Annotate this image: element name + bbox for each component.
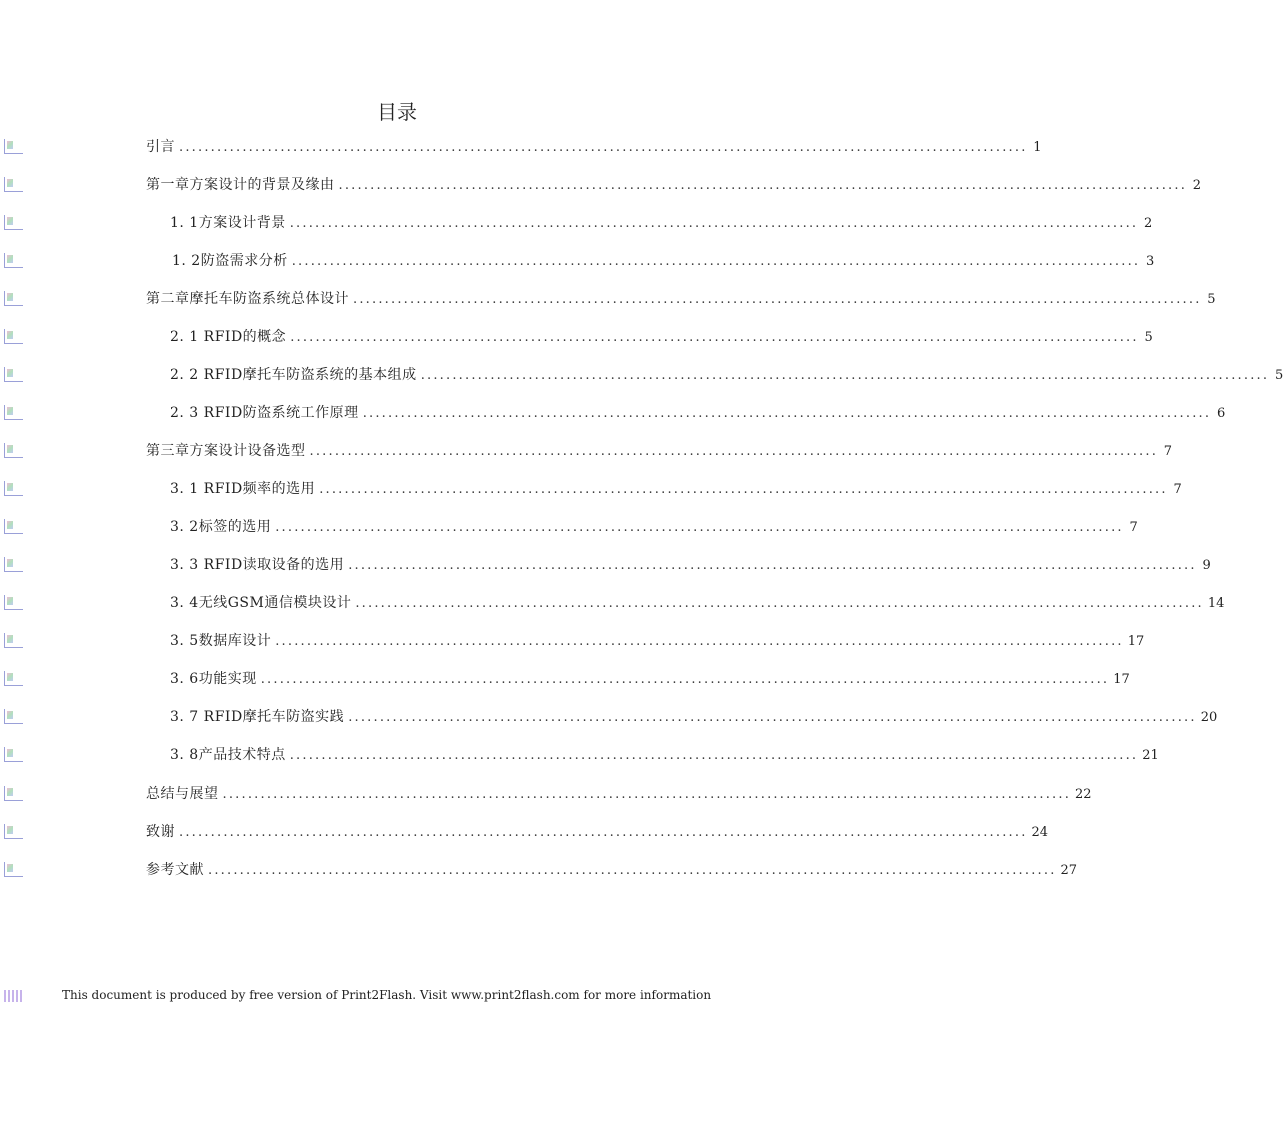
toc-page-number: 3 bbox=[1145, 254, 1155, 269]
toc-row[interactable] bbox=[0, 439, 1173, 463]
toc-leader: ...................................................................................................................................... bbox=[275, 520, 1124, 535]
toc-leader: ...................................................................................................................................... bbox=[275, 634, 1124, 649]
bookmark-icon bbox=[4, 786, 23, 801]
toc-entry-label: 致谢 bbox=[146, 824, 175, 840]
toc-leader: ...................................................................................................................................... bbox=[179, 140, 1028, 155]
toc-leader: ...................................................................................................................................... bbox=[348, 558, 1197, 573]
toc-page-number: 9 bbox=[1202, 558, 1211, 573]
bookmark-icon bbox=[4, 215, 23, 230]
watermark-footer: This document is produced by free version of Print2Flash. Visit www.print2flash.com for more information bbox=[62, 988, 712, 1002]
bookmark-icon bbox=[4, 367, 23, 382]
bookmark-icon bbox=[4, 709, 23, 724]
toc-page-number: 7 bbox=[1129, 520, 1138, 535]
toc-entry-label: 3. 4无线GSM通信模块设计 bbox=[170, 595, 352, 611]
toc-leader: ...................................................................................................................................... bbox=[289, 216, 1139, 231]
toc-row[interactable] bbox=[0, 287, 1216, 311]
toc-row[interactable] bbox=[0, 325, 1153, 349]
toc-page-number: 21 bbox=[1142, 748, 1159, 763]
bookmark-icon bbox=[4, 329, 23, 344]
toc-entry-label: 3. 1 RFID频率的选用 bbox=[170, 481, 316, 497]
toc-entry-label: 3. 2标签的选用 bbox=[170, 519, 272, 535]
toc-page-number: 24 bbox=[1031, 825, 1049, 840]
toc-page-number: 7 bbox=[1173, 482, 1182, 497]
toc-title: 目录 bbox=[377, 100, 417, 124]
toc-row[interactable] bbox=[0, 858, 1078, 882]
toc-leader: ...................................................................................................................................... bbox=[290, 330, 1139, 345]
toc-entry-label: 1. 2防盗需求分析 bbox=[172, 253, 288, 269]
toc-row[interactable] bbox=[0, 553, 1211, 577]
toc-page-number: 22 bbox=[1075, 787, 1092, 802]
toc-leader: ...................................................................................................................................... bbox=[208, 863, 1057, 878]
toc-leader: ...................................................................................................................................... bbox=[319, 482, 1168, 497]
toc-row[interactable] bbox=[0, 249, 1155, 273]
bookmark-icon bbox=[4, 557, 23, 572]
bookmark-icon bbox=[4, 747, 23, 762]
toc-row[interactable] bbox=[0, 135, 1042, 159]
toc-row[interactable] bbox=[0, 667, 1130, 691]
watermark-logo-icon bbox=[4, 990, 22, 1002]
bookmark-icon bbox=[4, 177, 23, 192]
toc-leader: ...................................................................................................................................... bbox=[348, 710, 1197, 725]
toc-page-number: 27 bbox=[1060, 863, 1078, 878]
toc-page-number: 2 bbox=[1192, 178, 1202, 193]
toc-entry-label: 第一章方案设计的背景及缘由 bbox=[146, 177, 335, 193]
toc-entry-label: 第三章方案设计设备选型 bbox=[146, 443, 306, 459]
bookmark-icon bbox=[4, 291, 23, 306]
toc-entry-label: 引言 bbox=[146, 139, 175, 155]
toc-entry-label: 3. 3 RFID读取设备的选用 bbox=[170, 557, 345, 573]
toc-row[interactable] bbox=[0, 820, 1049, 844]
toc-leader: ...................................................................................................................................... bbox=[353, 292, 1202, 307]
toc-leader: ...................................................................................................................................... bbox=[289, 748, 1139, 763]
toc-leader: ...................................................................................................................................... bbox=[355, 596, 1204, 611]
toc-entry-label: 3. 6功能实现 bbox=[170, 671, 257, 687]
toc-leader: ...................................................................................................................................... bbox=[291, 254, 1141, 269]
bookmark-icon bbox=[4, 481, 23, 496]
toc-page-number: 20 bbox=[1200, 710, 1218, 725]
toc-entry-label: 3. 8产品技术特点 bbox=[170, 747, 286, 763]
toc-page-number: 1 bbox=[1033, 140, 1042, 155]
toc-leader: ...................................................................................................................................... bbox=[338, 178, 1188, 193]
toc-leader: ...................................................................................................................................... bbox=[260, 672, 1110, 687]
toc-row[interactable] bbox=[0, 629, 1145, 653]
toc-row[interactable] bbox=[0, 173, 1202, 197]
bookmark-icon bbox=[4, 633, 23, 648]
toc-entry-label: 2. 3 RFID防盗系统工作原理 bbox=[170, 405, 359, 421]
toc-page-number: 6 bbox=[1216, 406, 1226, 421]
toc-page-number: 14 bbox=[1207, 596, 1225, 611]
toc-page-number: 17 bbox=[1113, 672, 1130, 687]
toc-page-number: 7 bbox=[1163, 444, 1173, 459]
bookmark-icon bbox=[4, 595, 23, 610]
bookmark-icon bbox=[4, 405, 23, 420]
toc-entry-label: 2. 2 RFID摩托车防盗系统的基本组成 bbox=[170, 367, 417, 383]
bookmark-icon bbox=[4, 862, 23, 877]
toc-entry-label: 2. 1 RFID的概念 bbox=[170, 329, 287, 345]
toc-entry-label: 1. 1方案设计背景 bbox=[170, 215, 286, 231]
toc-row[interactable] bbox=[0, 705, 1218, 729]
toc-leader: ...................................................................................................................................... bbox=[179, 825, 1028, 840]
toc-page-number: 5 bbox=[1144, 330, 1153, 345]
toc-entry-label: 总结与展望 bbox=[146, 786, 219, 802]
toc-page-number: 17 bbox=[1127, 634, 1145, 649]
toc-page-number: 5 bbox=[1207, 292, 1216, 307]
bookmark-icon bbox=[4, 253, 23, 268]
toc-page-number: 5 bbox=[1274, 368, 1283, 383]
toc-row[interactable] bbox=[0, 477, 1182, 501]
bookmark-icon bbox=[4, 443, 23, 458]
toc-page-number: 2 bbox=[1143, 216, 1153, 231]
toc-entry-label: 第二章摩托车防盗系统总体设计 bbox=[146, 291, 349, 307]
bookmark-icon bbox=[4, 824, 23, 839]
toc-leader: ...................................................................................................................................... bbox=[362, 406, 1212, 421]
toc-row[interactable] bbox=[0, 591, 1225, 615]
bookmark-icon bbox=[4, 139, 23, 154]
toc-row[interactable] bbox=[0, 515, 1138, 539]
toc-entry-label: 3. 5数据库设计 bbox=[170, 633, 272, 649]
toc-leader: ...................................................................................................................................... bbox=[222, 787, 1072, 802]
bookmark-icon bbox=[4, 671, 23, 686]
toc-row[interactable] bbox=[0, 782, 1092, 806]
toc-entry-label: 3. 7 RFID摩托车防盗实践 bbox=[170, 709, 345, 725]
toc-row[interactable] bbox=[0, 211, 1153, 235]
toc-row[interactable] bbox=[0, 401, 1226, 425]
bookmark-icon bbox=[4, 519, 23, 534]
toc-leader: ...................................................................................................................................... bbox=[309, 444, 1159, 459]
toc-row[interactable] bbox=[0, 743, 1159, 767]
toc-entry-label: 参考文献 bbox=[146, 862, 204, 878]
toc-row[interactable] bbox=[0, 363, 1283, 387]
toc-leader: ...................................................................................................................................... bbox=[420, 368, 1270, 383]
